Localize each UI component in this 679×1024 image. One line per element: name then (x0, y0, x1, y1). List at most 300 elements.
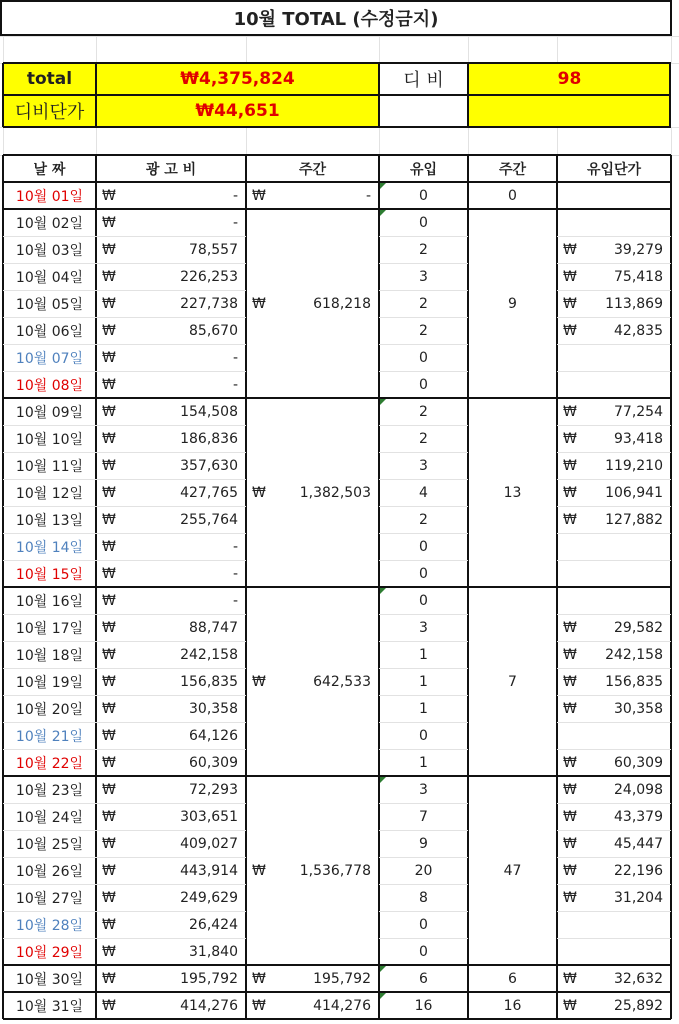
unit-price-cell[interactable] (557, 614, 671, 641)
grid-line (557, 344, 671, 345)
border-line (0, 0, 2, 36)
date-cell[interactable]: 10월 09일 (15, 404, 84, 421)
weekly-ad-cost-cell[interactable] (246, 209, 379, 398)
weekly-ad-cost-value: 618,218 (313, 295, 371, 312)
unit-price-value: 31,204 (614, 889, 663, 906)
unit-price-value: 25,892 (614, 997, 663, 1014)
weekly-inflow-cell[interactable]: 13 (503, 484, 522, 501)
weekly-ad-cost-cell[interactable] (246, 398, 379, 587)
inflow-cell[interactable]: 0 (419, 349, 428, 366)
inflow-cell[interactable]: 2 (419, 430, 428, 447)
ad-cost-cell[interactable] (96, 182, 246, 209)
ad-cost-value: - (232, 214, 238, 231)
date-cell[interactable]: 10월 15일 (15, 566, 84, 583)
ad-cost-value: 78,557 (189, 241, 238, 258)
border-line (0, 0, 672, 2)
won-symbol: ₩ (102, 295, 116, 312)
ad-cost-value: 409,027 (180, 835, 238, 852)
ad-cost-value: 64,126 (189, 727, 238, 744)
ad-cost-value: - (232, 376, 238, 393)
won-symbol: ₩ (102, 646, 116, 663)
weekly-ad-cost-cell[interactable] (246, 965, 379, 992)
date-cell[interactable]: 10월 07일 (15, 350, 84, 367)
inflow-cell[interactable]: 20 (414, 862, 433, 879)
unit-price-cell[interactable] (557, 641, 671, 668)
ad-cost-cell[interactable] (96, 533, 246, 560)
header-date[interactable]: 날 짜 (33, 161, 66, 178)
ad-cost-value: 85,670 (189, 322, 238, 339)
ad-cost-value: 427,765 (180, 484, 238, 501)
weekly-ad-cost-value: - (365, 187, 371, 204)
green-corner-marker-icon (380, 210, 386, 216)
unit-price-value: 93,418 (614, 430, 663, 447)
ad-cost-cell[interactable] (96, 209, 246, 236)
border-line (95, 63, 97, 127)
won-symbol: ₩ (563, 700, 577, 717)
grid-line (468, 36, 469, 63)
ad-cost-value: 186,836 (180, 430, 238, 447)
won-symbol: ₩ (102, 970, 116, 987)
unit-price-cell[interactable] (557, 317, 671, 344)
ad-cost-cell[interactable] (96, 560, 246, 587)
won-symbol: ₩ (563, 754, 577, 771)
won-symbol: ₩ (563, 619, 577, 636)
date-cell[interactable]: 10월 24일 (15, 809, 84, 826)
green-corner-marker-icon (380, 399, 386, 405)
ad-cost-cell[interactable] (96, 641, 246, 668)
weekly-ad-cost-cell[interactable] (246, 182, 379, 209)
unit-price-cell[interactable] (557, 857, 671, 884)
ad-cost-cell[interactable] (96, 425, 246, 452)
ad-cost-value: - (232, 565, 238, 582)
date-cell[interactable]: 10월 19일 (15, 674, 84, 691)
date-cell[interactable]: 10월 08일 (15, 377, 84, 394)
unit-price-cell[interactable] (557, 965, 671, 992)
inflow-cell[interactable]: 0 (419, 727, 428, 744)
inflow-cell[interactable]: 4 (419, 484, 428, 501)
won-symbol: ₩ (102, 457, 116, 474)
inflow-cell[interactable]: 2 (419, 403, 428, 420)
border-line (0, 34, 672, 36)
header-ad-cost[interactable]: 광 고 비 (145, 161, 197, 178)
date-cell[interactable]: 10월 18일 (15, 647, 84, 664)
grid-line (557, 560, 671, 561)
grid-line (557, 911, 671, 912)
unit-price-value: 43,379 (614, 808, 663, 825)
weekly-inflow-cell[interactable]: 7 (508, 673, 517, 690)
unit-price-cell[interactable] (557, 479, 671, 506)
won-symbol: ₩ (252, 862, 266, 879)
ad-cost-cell[interactable] (96, 803, 246, 830)
header-weekly-ad[interactable]: 주간 (298, 161, 327, 178)
won-symbol: ₩ (102, 592, 116, 609)
border-line (467, 63, 469, 127)
inflow-cell[interactable]: 0 (419, 538, 428, 555)
border-line (3, 126, 671, 128)
unit-price-value: 30,358 (614, 700, 663, 717)
unit-price-cell[interactable] (557, 290, 671, 317)
won-symbol: ₩ (563, 808, 577, 825)
date-cell[interactable]: 10월 23일 (15, 782, 84, 799)
ad-cost-cell[interactable] (96, 722, 246, 749)
won-symbol: ₩ (252, 295, 266, 312)
grid-line (379, 36, 380, 63)
date-cell[interactable]: 10월 16일 (15, 593, 84, 610)
won-symbol: ₩ (252, 970, 266, 987)
green-corner-marker-icon (380, 777, 386, 783)
won-symbol: ₩ (252, 187, 266, 204)
ad-cost-cell[interactable] (96, 911, 246, 938)
date-cell[interactable]: 10월 14일 (15, 539, 84, 556)
won-symbol: ₩ (252, 997, 266, 1014)
won-symbol: ₩ (102, 889, 116, 906)
grid-line (557, 371, 671, 372)
grid-line (3, 127, 4, 155)
grid-line (3, 36, 4, 63)
date-cell[interactable]: 10월 03일 (15, 242, 84, 259)
inflow-cell[interactable]: 1 (419, 673, 428, 690)
weekly-inflow-cell[interactable]: 47 (503, 862, 522, 879)
ad-cost-cell[interactable] (96, 857, 246, 884)
inflow-cell[interactable]: 16 (414, 997, 433, 1014)
ad-cost-cell[interactable] (96, 938, 246, 965)
won-symbol: ₩ (102, 727, 116, 744)
date-cell[interactable]: 10월 22일 (15, 755, 84, 772)
ad-cost-value: 249,629 (180, 889, 238, 906)
db-value[interactable]: 98 (557, 69, 582, 89)
ad-cost-cell[interactable] (96, 587, 246, 614)
grid-line (671, 36, 672, 63)
grid-line (246, 127, 247, 155)
ad-cost-cell[interactable] (96, 749, 246, 776)
ad-cost-value: 443,914 (180, 862, 238, 879)
unit-price-value: 29,582 (614, 619, 663, 636)
unit-price-value: 60,309 (614, 754, 663, 771)
ad-cost-value: 357,630 (180, 457, 238, 474)
inflow-cell[interactable]: 0 (419, 187, 428, 204)
won-symbol: ₩ (102, 808, 116, 825)
inflow-cell[interactable]: 0 (419, 592, 428, 609)
ad-cost-cell[interactable] (96, 479, 246, 506)
ad-cost-cell[interactable] (96, 506, 246, 533)
inflow-cell[interactable]: 3 (419, 457, 428, 474)
unit-price-value: 75,418 (614, 268, 663, 285)
ad-cost-value: - (232, 187, 238, 204)
border-line (3, 94, 671, 96)
inflow-cell[interactable]: 2 (419, 295, 428, 312)
date-cell[interactable]: 10월 05일 (15, 296, 84, 313)
date-cell[interactable]: 10월 01일 (15, 188, 84, 205)
ad-cost-value: 30,358 (189, 700, 238, 717)
unit-price-value: 39,279 (614, 241, 663, 258)
grid-line (557, 36, 558, 63)
ad-cost-cell[interactable] (96, 452, 246, 479)
ad-cost-value: 72,293 (189, 781, 238, 798)
ad-cost-value: 195,792 (180, 970, 238, 987)
total-value[interactable]: ₩4,375,824 (180, 69, 295, 89)
won-symbol: ₩ (563, 889, 577, 906)
inflow-cell[interactable]: 0 (419, 565, 428, 582)
ad-cost-value: 31,840 (189, 943, 238, 960)
unit-price-value: 242,158 (605, 646, 663, 663)
unit-price-cell[interactable] (557, 506, 671, 533)
won-symbol: ₩ (563, 322, 577, 339)
green-corner-marker-icon (380, 183, 386, 189)
weekly-ad-cost-value: 414,276 (313, 997, 371, 1014)
won-symbol: ₩ (102, 376, 116, 393)
ad-cost-cell[interactable] (96, 236, 246, 263)
unit-price-value: 113,869 (605, 295, 663, 312)
won-symbol: ₩ (563, 241, 577, 258)
won-symbol: ₩ (102, 781, 116, 798)
weekly-ad-cost-cell[interactable] (246, 992, 379, 1019)
inflow-cell[interactable]: 0 (419, 943, 428, 960)
date-cell[interactable]: 10월 17일 (15, 620, 84, 637)
grid-line (468, 127, 469, 155)
date-cell[interactable]: 10월 27일 (15, 890, 84, 907)
unit-price-cell[interactable] (557, 695, 671, 722)
unit-price-value: 127,882 (605, 511, 663, 528)
unit-price-value: 45,447 (614, 835, 663, 852)
date-cell[interactable]: 10월 29일 (15, 944, 84, 961)
won-symbol: ₩ (102, 511, 116, 528)
ad-cost-cell[interactable] (96, 614, 246, 641)
unit-price-cell[interactable] (557, 776, 671, 803)
header-inflow[interactable]: 유입 (409, 161, 438, 178)
ad-cost-cell[interactable] (96, 398, 246, 425)
ad-cost-cell[interactable] (96, 317, 246, 344)
border-line (3, 62, 671, 64)
ad-cost-cell[interactable] (96, 776, 246, 803)
ad-cost-value: 26,424 (189, 916, 238, 933)
weekly-ad-cost-value: 642,533 (313, 673, 371, 690)
weekly-inflow-cell[interactable]: 0 (508, 187, 517, 204)
grid-line (246, 36, 247, 63)
inflow-cell[interactable]: 0 (419, 376, 428, 393)
unit-price-cell[interactable] (557, 830, 671, 857)
inflow-cell[interactable]: 9 (419, 835, 428, 852)
won-symbol: ₩ (102, 187, 116, 204)
border-line (378, 63, 380, 127)
inflow-cell[interactable]: 2 (419, 511, 428, 528)
inflow-cell[interactable]: 1 (419, 700, 428, 717)
weekly-ad-cost-value: 1,382,503 (299, 484, 371, 501)
ad-cost-value: 227,738 (180, 295, 238, 312)
ad-cost-value: 303,651 (180, 808, 238, 825)
ad-cost-cell[interactable] (96, 884, 246, 911)
date-cell[interactable]: 10월 06일 (15, 323, 84, 340)
ad-cost-value: - (232, 538, 238, 555)
won-symbol: ₩ (102, 538, 116, 555)
unit-price-cell[interactable] (557, 263, 671, 290)
unit-price-value: 24,098 (614, 781, 663, 798)
unit-price-cell[interactable] (557, 236, 671, 263)
won-symbol: ₩ (102, 997, 116, 1014)
ad-cost-value: 414,276 (180, 997, 238, 1014)
won-symbol: ₩ (102, 484, 116, 501)
won-symbol: ₩ (102, 862, 116, 879)
grid-line (557, 533, 671, 534)
won-symbol: ₩ (102, 430, 116, 447)
unit-price-cell[interactable] (557, 668, 671, 695)
won-symbol: ₩ (102, 565, 116, 582)
date-cell[interactable]: 10월 25일 (15, 836, 84, 853)
grid-line (557, 938, 671, 939)
won-symbol: ₩ (102, 835, 116, 852)
won-symbol: ₩ (563, 268, 577, 285)
unit-price-cell[interactable] (557, 992, 671, 1019)
won-symbol: ₩ (563, 511, 577, 528)
date-cell[interactable]: 10월 28일 (15, 917, 84, 934)
unit-price-value: 156,835 (605, 673, 663, 690)
weekly-inflow-cell[interactable]: 9 (508, 295, 517, 312)
weekly-ad-cost-cell[interactable] (246, 587, 379, 776)
date-cell[interactable]: 10월 11일 (15, 458, 84, 475)
ad-cost-value: 242,158 (180, 646, 238, 663)
won-symbol: ₩ (563, 781, 577, 798)
db-unit-label[interactable]: 디비단가 (14, 102, 85, 123)
weekly-inflow-cell[interactable]: 6 (508, 970, 517, 987)
date-cell[interactable]: 10월 31일 (15, 998, 84, 1015)
won-symbol: ₩ (102, 700, 116, 717)
ad-cost-cell[interactable] (96, 371, 246, 398)
ad-cost-value: 60,309 (189, 754, 238, 771)
won-symbol: ₩ (563, 646, 577, 663)
inflow-cell[interactable]: 2 (419, 322, 428, 339)
inflow-cell[interactable]: 8 (419, 889, 428, 906)
won-symbol: ₩ (102, 403, 116, 420)
won-symbol: ₩ (563, 430, 577, 447)
total-label[interactable]: total (26, 69, 73, 89)
won-symbol: ₩ (102, 268, 116, 285)
ad-cost-value: 255,764 (180, 511, 238, 528)
won-symbol: ₩ (563, 970, 577, 987)
won-symbol: ₩ (252, 484, 266, 501)
inflow-cell[interactable]: 3 (419, 268, 428, 285)
inflow-cell[interactable]: 0 (419, 214, 428, 231)
ad-cost-value: - (232, 349, 238, 366)
won-symbol: ₩ (563, 862, 577, 879)
unit-price-value: 77,254 (614, 403, 663, 420)
border-line (669, 63, 671, 127)
unit-price-value: 22,196 (614, 862, 663, 879)
header-unit-price[interactable]: 유입단가 (586, 161, 642, 178)
ad-cost-value: 154,508 (180, 403, 238, 420)
green-corner-marker-icon (380, 966, 386, 972)
grid-line (379, 127, 380, 155)
inflow-cell[interactable]: 1 (419, 646, 428, 663)
unit-price-cell[interactable] (557, 398, 671, 425)
grid-line (96, 127, 97, 155)
date-cell[interactable]: 10월 12일 (15, 485, 84, 502)
border-line (670, 0, 672, 36)
unit-price-value: 119,210 (605, 457, 663, 474)
inflow-cell[interactable]: 3 (419, 781, 428, 798)
header-weekly-inflow[interactable]: 주간 (498, 161, 527, 178)
ad-cost-cell[interactable] (96, 830, 246, 857)
date-cell[interactable]: 10월 10일 (15, 431, 84, 448)
won-symbol: ₩ (102, 754, 116, 771)
date-cell[interactable]: 10월 20일 (15, 701, 84, 718)
ad-cost-cell[interactable] (96, 263, 246, 290)
won-symbol: ₩ (563, 835, 577, 852)
grid-line (96, 36, 97, 63)
ad-cost-cell[interactable] (96, 344, 246, 371)
unit-price-value: 106,941 (605, 484, 663, 501)
ad-cost-value: 88,747 (189, 619, 238, 636)
inflow-cell[interactable]: 2 (419, 241, 428, 258)
won-symbol: ₩ (563, 295, 577, 312)
unit-price-cell[interactable] (557, 884, 671, 911)
db-unit-value[interactable]: ₩44,651 (195, 101, 280, 121)
grid-line (557, 722, 671, 723)
sheet-title[interactable]: 10월 TOTAL (수정금지) (233, 9, 439, 30)
ad-cost-value: 226,253 (180, 268, 238, 285)
grid-line (671, 127, 672, 155)
won-symbol: ₩ (102, 943, 116, 960)
date-cell[interactable]: 10월 26일 (15, 863, 84, 880)
won-symbol: ₩ (102, 349, 116, 366)
db-label[interactable]: 디 비 (403, 70, 444, 91)
inflow-cell[interactable]: 7 (419, 808, 428, 825)
ad-cost-value: 156,835 (180, 673, 238, 690)
date-cell[interactable]: 10월 30일 (15, 971, 84, 988)
won-symbol: ₩ (563, 403, 577, 420)
ad-cost-cell[interactable] (96, 290, 246, 317)
ad-cost-cell[interactable] (96, 965, 246, 992)
ad-cost-cell[interactable] (96, 695, 246, 722)
won-symbol: ₩ (102, 322, 116, 339)
won-symbol: ₩ (102, 619, 116, 636)
grid-line (557, 127, 558, 155)
unit-price-cell[interactable] (557, 749, 671, 776)
ad-cost-cell[interactable] (96, 992, 246, 1019)
inflow-cell[interactable]: 1 (419, 754, 428, 771)
unit-price-cell[interactable] (557, 452, 671, 479)
inflow-cell[interactable]: 6 (419, 970, 428, 987)
date-cell[interactable]: 10월 02일 (15, 215, 84, 232)
won-symbol: ₩ (102, 916, 116, 933)
border-line (3, 154, 671, 156)
inflow-cell[interactable]: 3 (419, 619, 428, 636)
won-symbol: ₩ (102, 673, 116, 690)
border-line (2, 63, 4, 127)
date-cell[interactable]: 10월 04일 (15, 269, 84, 286)
ad-cost-cell[interactable] (96, 668, 246, 695)
weekly-ad-cost-cell[interactable] (246, 776, 379, 965)
weekly-ad-cost-value: 195,792 (313, 970, 371, 987)
unit-price-cell[interactable] (557, 803, 671, 830)
unit-price-value: 42,835 (614, 322, 663, 339)
won-symbol: ₩ (563, 673, 577, 690)
unit-price-value: 32,632 (614, 970, 663, 987)
won-symbol: ₩ (563, 457, 577, 474)
won-symbol: ₩ (252, 673, 266, 690)
won-symbol: ₩ (102, 241, 116, 258)
green-corner-marker-icon (380, 993, 386, 999)
weekly-inflow-cell[interactable]: 16 (503, 997, 522, 1014)
won-symbol: ₩ (563, 997, 577, 1014)
grid-line (0, 36, 679, 37)
date-cell[interactable]: 10월 21일 (15, 728, 84, 745)
won-symbol: ₩ (102, 214, 116, 231)
date-cell[interactable]: 10월 13일 (15, 512, 84, 529)
unit-price-cell[interactable] (557, 425, 671, 452)
won-symbol: ₩ (563, 484, 577, 501)
inflow-cell[interactable]: 0 (419, 916, 428, 933)
ad-cost-value: - (232, 592, 238, 609)
weekly-ad-cost-value: 1,536,778 (299, 862, 371, 879)
